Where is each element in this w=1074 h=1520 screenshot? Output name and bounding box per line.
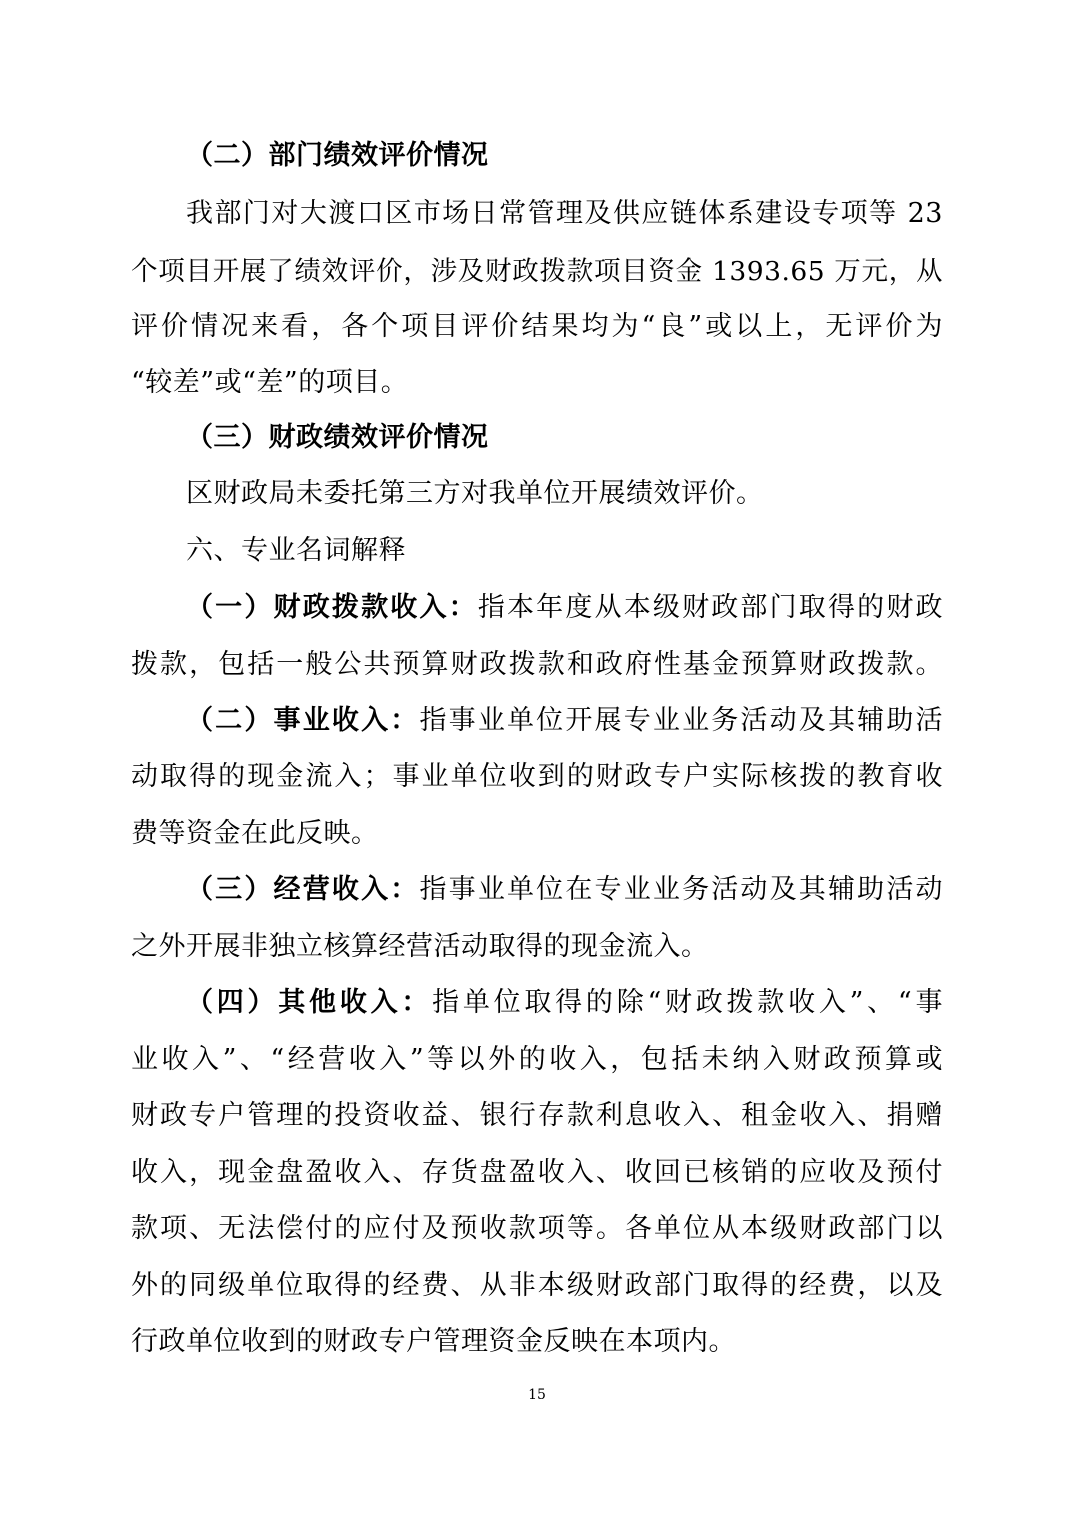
glossary-item-line [186,983,943,1023]
paragraph-line: 动取得的现金流入；事业单位收到的财政专户实际核拨的教育收 [131,761,943,792]
paragraph-line: 我部门对大渡口区市场日常管理及供应链体系建设专项等 23 [186,198,943,229]
paragraph-line: “较差”或“差”的项目。 [131,367,409,398]
paragraph-line: 拨款，包括一般公共预算财政拨款和政府性基金预算财政拨款。 [131,649,943,680]
paragraph-line: 评价情况来看，各个项目评价结果均为“良”或以上，无评价为 [131,311,943,342]
paragraph-line: 区财政局未委托第三方对我单位开展绩效评价。 [186,478,764,509]
paragraph-line: 个项目开展了绩效评价，涉及财政拨款项目资金 1393.65 万元，从 [131,256,943,287]
glossary-term: （四）其他收入： [186,987,433,1018]
paragraph-line: 收入，现金盘盈收入、存货盘盈收入、收回已核销的应收及预付 [131,1157,943,1188]
section-heading-glossary: 六、专业名词解释 [186,535,406,566]
glossary-definition: 指事业单位在专业业务活动及其辅助活动 [419,874,944,905]
paragraph-line: 业收入”、“经营收入”等以外的收入，包括未纳入财政预算或 [131,1044,943,1075]
section-heading-fiscal-eval: （三）财政绩效评价情况 [186,422,489,453]
glossary-item-line [186,870,943,910]
glossary-definition: 指单位取得的除“财政拨款收入”、“事 [432,987,943,1018]
paragraph-line: 款项、无法偿付的应付及预收款项等。各单位从本级财政部门以 [131,1213,943,1244]
glossary-definition: 指事业单位开展专业业务活动及其辅助活 [419,705,944,736]
glossary-item-line [186,588,943,628]
glossary-term: （一）财政拨款收入： [186,592,478,623]
paragraph-line: 外的同级单位取得的经费、从非本级财政部门取得的经费，以及 [131,1270,943,1301]
section-heading-dept-eval: （二）部门绩效评价情况 [186,140,489,171]
paragraph-line: 之外开展非独立核算经营活动取得的现金流入。 [131,931,709,962]
paragraph-line: 费等资金在此反映。 [131,818,379,849]
glossary-term: （二）事业收入： [186,705,420,736]
glossary-item-line [186,701,943,741]
paragraph-line: 行政单位收到的财政专户管理资金反映在本项内。 [131,1326,736,1357]
paragraph-line: 财政专户管理的投资收益、银行存款利息收入、租金收入、捐赠 [131,1100,943,1131]
glossary-definition: 指本年度从本级财政部门取得的财政 [477,592,944,623]
page-number: 15 [528,1387,546,1403]
glossary-term: （三）经营收入： [186,874,420,905]
